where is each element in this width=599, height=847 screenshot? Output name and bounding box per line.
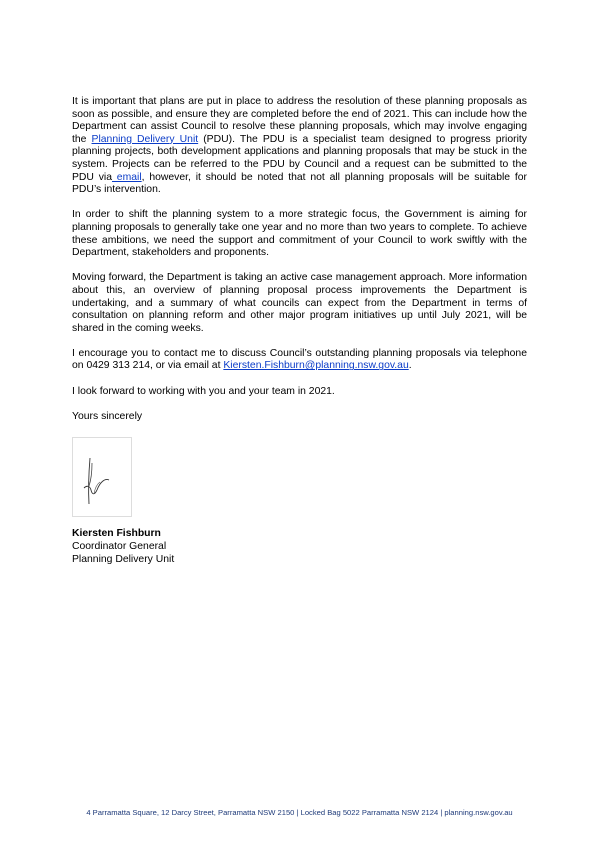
signatory-unit: Planning Delivery Unit [72,554,175,566]
signatory-title: Coordinator General [72,541,167,553]
planning-delivery-unit-link[interactable]: Planning Delivery Unit [91,133,199,145]
paragraph-contact-text-1: I encourage you to contact me to discuss Council’s outstanding planning proposals via telephone on 0429 313 214, or via email at [72,347,527,372]
paragraph-contact-text-2: . [408,360,412,372]
paragraph-pdu-text-3: , however, it should be noted that not all planning proposals will be suitable for PDU’s intervention. [72,171,527,196]
letter-body [72,96,527,566]
kiersten-email-link[interactable]: Kiersten.Fishburn@planning.nsw.gov.au [223,360,409,372]
paragraph-look-forward: I look forward to working with you and your team in 2021. [72,385,335,397]
signatory-block [72,527,527,566]
paragraph-pdu-text-1: It is important that plans are put in place to address the resolution of these planning proposals as soon as possible, and ensure they are completed before the end of 2021. This can include how the Department can assist Council to resolve these planning proposals, which may involve engaging the [72,96,527,145]
handwritten-signature-icon [73,438,131,516]
paragraph-contact [72,348,527,373]
signatory-name: Kiersten Fishburn [72,528,161,540]
signature-image [72,437,132,517]
closing-salutation: Yours sincerely [72,410,143,422]
paragraph-strategic-focus: In order to shift the planning system to a more strategic focus, the Government is aiming for planning proposals to generally take one year and no more than two years to complete. To achieve these ambitions, we need the support and commitment of your Council to work swiftly with the Department, stakeholders and proponents. [72,209,527,259]
pdu-email-link[interactable]: email [112,171,142,183]
paragraph-pdu-text-2: (PDU). The PDU is a specialist team designed to progress priority planning projects, both development applications and planning proposals that may be stuck in the system. Projects can be referred to the PDU by Council and a request can be submitted to the PDU via [72,133,527,183]
page-footer-address: 4 Parramatta Square, 12 Darcy Street, Parramatta NSW 2150 | Locked Bag 5022 Parramatta NSW 2124 | planning.nsw.gov.au [86,808,513,817]
paragraph-moving-forward: Moving forward, the Department is taking an active case management approach. More information about this, an overview of planning proposal process improvements the Department is undertaking, and a summary of what councils can expect from the Department in terms of consultation on planning reform and other major program initiatives up until July 2021, will be shared in the coming weeks. [72,272,527,334]
paragraph-pdu [72,96,527,197]
